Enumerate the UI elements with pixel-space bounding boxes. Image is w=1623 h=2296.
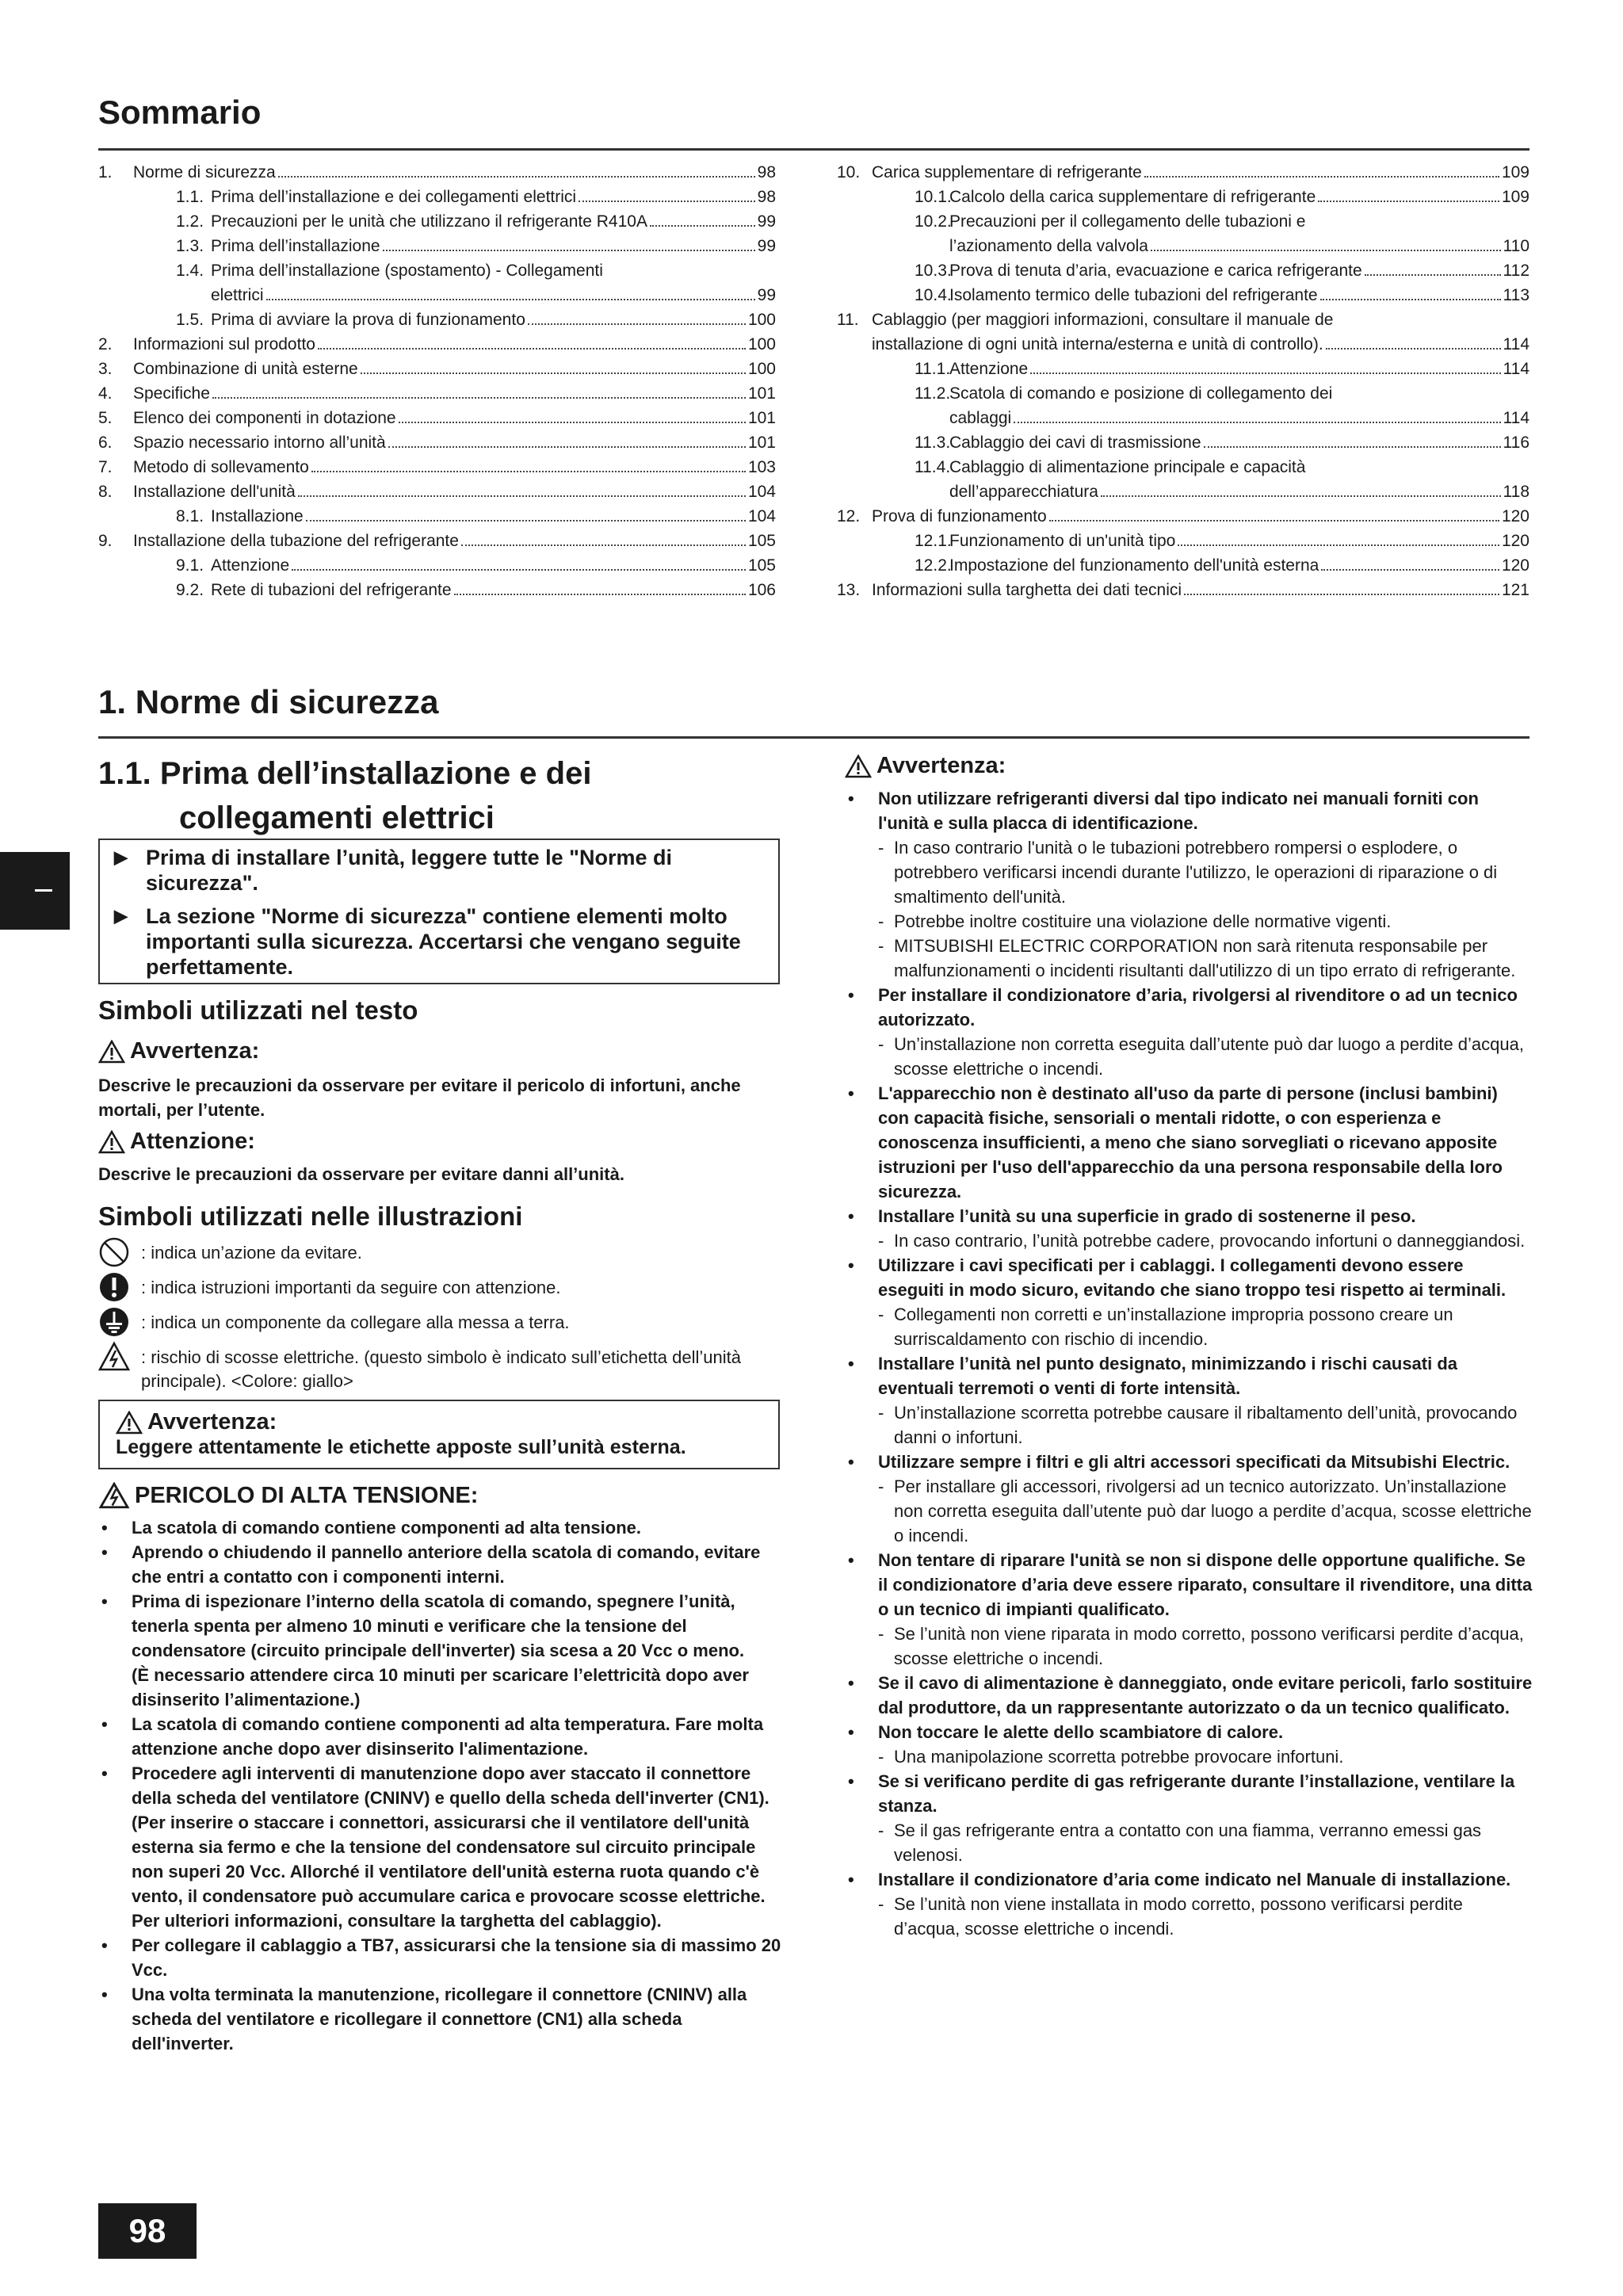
toc-text: Informazioni sulla targhetta dei dati tecnici (872, 581, 1182, 599)
warning-subitem: - Se l’unità non viene installata in modo corretto, possono verificarsi perdite d’acqua, scosse elettriche o incendi. (845, 1892, 1533, 1941)
toc-right (837, 160, 1529, 602)
toc-leader (306, 520, 746, 521)
high-voltage-item: • La scatola di comando contiene componenti ad alta temperatura. Fare molta attenzione anche dopo aver disinserito l'alimentazione. (98, 1712, 781, 1761)
box-warning-text: Leggere attentamente le etichette apposte sull’unità esterna. (116, 1436, 686, 1458)
toc-leader (1144, 176, 1499, 178)
toc-page: 120 (1501, 556, 1529, 575)
intro-box (98, 839, 780, 984)
toc-left (98, 160, 776, 602)
toc-number: 1.5. (176, 311, 204, 329)
toc-text: cablaggi (949, 409, 1012, 427)
toc-page: 99 (757, 212, 776, 231)
toc-entry[interactable] (98, 479, 776, 504)
warning-item: • Utilizzare sempre i filtri e gli altri accessori specificati da Mitsubishi Electric. (845, 1450, 1533, 1474)
warning-subitem: - In caso contrario l'unità o le tubazioni potrebbero rompersi o esplodere, o potrebbero verificarsi incendi durante l'utilizzo, le operazioni di riparazione o di smaltimento dell'unità. (845, 835, 1533, 909)
toc-leader (1320, 299, 1501, 300)
warning-heading (98, 1038, 259, 1064)
toc-leader (318, 348, 746, 350)
warning-item: • Non utilizzare refrigeranti diversi dal tipo indicato nei manuali forniti con l'unità e sulla placca di identificazione. (845, 786, 1533, 835)
side-tab (0, 852, 70, 930)
toc-page: 118 (1503, 483, 1529, 501)
toc-leader (266, 299, 755, 300)
exclamation-icon (98, 1271, 130, 1303)
intro-item: ▶ Prima di installare l’unità, leggere tutte le "Norme di sicurezza". (100, 845, 778, 896)
toc-number: 8. (98, 483, 113, 501)
toc-leader (454, 594, 746, 595)
toc-number: 4. (98, 384, 113, 403)
toc-leader (212, 397, 746, 399)
toc-page: 105 (747, 556, 776, 575)
intro-item: ▶ La sezione "Norme di sicurezza" contiene elementi molto importanti sulla sicurezza. Accertarsi che vengano seguite perfettamente. (100, 904, 778, 980)
toc-page: 114 (1503, 335, 1529, 353)
toc-entry[interactable] (837, 258, 1529, 283)
toc-page: 112 (1503, 262, 1529, 280)
toc-page: 106 (747, 581, 776, 599)
toc-number: 10. (837, 163, 861, 181)
toc-leader (399, 422, 746, 423)
toc-leader (383, 250, 755, 251)
toc-text: Norme di sicurezza (133, 163, 276, 181)
toc-text: Attenzione (949, 360, 1029, 378)
toc-leader (1049, 520, 1499, 521)
toc-text: Prima dell’installazione e dei collegamenti elettrici (211, 188, 577, 206)
toc-entry[interactable] (98, 332, 776, 357)
toc-text: Cablaggio (per maggiori informazioni, consultare il manuale de (872, 311, 1334, 329)
toc-entry[interactable] (98, 529, 776, 553)
warning-item: • Installare l’unità nel punto designato, minimizzando i rischi causati da eventuali terremoti o venti di forte intensità. (845, 1351, 1533, 1400)
toc-page: 120 (1501, 507, 1529, 525)
toc-text: Prima dell’installazione (211, 237, 380, 255)
warning-icon (116, 1411, 143, 1435)
toc-page: 104 (747, 507, 776, 525)
symbols-list (98, 1236, 780, 1393)
toc-entry[interactable] (837, 283, 1529, 308)
toc-entry[interactable] (837, 430, 1529, 455)
section-rule (98, 736, 1529, 739)
warning-subitem: - Se l’unità non viene riparata in modo corretto, possono verificarsi perdite d’acqua, scosse elettriche o incendi. (845, 1622, 1533, 1671)
symbol-row (98, 1236, 780, 1271)
toc-number: 1.4. (176, 262, 204, 280)
toc-leader (1184, 594, 1499, 595)
subsection-title-line2: collegamenti elettrici (179, 800, 495, 835)
warning-desc: Descrive le precauzioni da osservare per evitare il pericolo di infortuni, anche mortali, per l’utente. (98, 1075, 741, 1120)
symbols-text-heading: Simboli utilizzati nel testo (98, 995, 418, 1025)
toc-leader (292, 569, 746, 571)
toc-text: installazione di ogni unità interna/esterna e unità di controllo). (872, 335, 1323, 353)
caution-desc: Descrive le precauzioni da osservare per evitare danni all’unità. (98, 1164, 624, 1184)
toc-page: 110 (1503, 237, 1529, 255)
toc-page: 105 (747, 532, 776, 550)
toc-text: Cablaggio di alimentazione principale e capacità (949, 458, 1306, 476)
right-warning-label: Avvertenza: (876, 753, 1006, 778)
toc-entry[interactable] (98, 258, 776, 283)
toc-text: Cablaggio dei cavi di trasmissione (949, 434, 1201, 452)
toc-text: Carica supplementare di refrigerante (872, 163, 1142, 181)
toc-entry[interactable] (837, 185, 1529, 209)
warning-subitem: - MITSUBISHI ELECTRIC CORPORATION non sarà ritenuta responsabile per malfunzionamenti o incidenti risultanti dall'utilizzo di un tipo errato di refrigerante. (845, 934, 1533, 983)
toc-text: Installazione (211, 507, 304, 525)
high-voltage-item: • Una volta terminata la manutenzione, ricollegare il connettore (CNINV) alla scheda del ventilatore e ricollegare il connettore (CN1) alla scheda dell'inverter. (98, 1982, 781, 2056)
warning-item: • Non toccare le alette dello scambiatore di calore. (845, 1720, 1533, 1744)
prohibited-icon (98, 1236, 130, 1268)
toc-leader (1204, 446, 1501, 448)
toc-page: 101 (747, 384, 776, 403)
toc-number: 8.1. (176, 507, 204, 525)
toc-text: Elenco dei componenti in dotazione (133, 409, 396, 427)
toc-entry[interactable] (98, 578, 776, 602)
toc-page: 109 (1501, 188, 1529, 206)
toc-text: Prima di avviare la prova di funzionamento (211, 311, 525, 329)
warning-icon (845, 755, 872, 778)
warning-subitem: - Per installare gli accessori, rivolgersi ad un tecnico autorizzato. Un’installazione non corretta eseguita dall’utente può dar luogo a perdite d’acqua, scosse elettriche o incendi. (845, 1474, 1533, 1548)
page-title: Sommario (98, 94, 262, 131)
toc-entry[interactable] (837, 406, 1529, 430)
warning-item: • Installare il condizionatore d’aria come indicato nel Manuale di installazione. (845, 1867, 1533, 1892)
toc-number: 10.1. (915, 188, 952, 206)
warning-subitem: - Un’installazione scorretta potrebbe causare il ribaltamento dell’unità, provocando danni o infortuni. (845, 1400, 1533, 1450)
toc-leader (528, 323, 746, 325)
electric-shock-icon (98, 1482, 130, 1509)
toc-entry[interactable] (837, 381, 1529, 406)
toc-page: 100 (747, 360, 776, 378)
toc-entry[interactable] (98, 308, 776, 332)
high-voltage-item: • Aprendo o chiudendo il pannello anteriore della scatola di comando, evitare che entri a contatto con i componenti interni. (98, 1540, 781, 1589)
toc-leader (311, 471, 746, 472)
warning-subitem: - Collegamenti non corretti e un’installazione impropria possono creare un surriscaldamento con rischio di incendio. (845, 1302, 1533, 1351)
toc-number: 9.2. (176, 581, 204, 599)
toc-text: Prova di tenuta d’aria, evacuazione e carica refrigerante (949, 262, 1362, 280)
box-warning-label: Avvertenza: (147, 1409, 277, 1435)
toc-entry[interactable] (98, 553, 776, 578)
symbol-row (98, 1271, 780, 1306)
toc-page: 104 (747, 483, 776, 501)
toc-number: 12.2. (915, 556, 952, 575)
toc-page: 113 (1503, 286, 1529, 304)
toc-text: Metodo di sollevamento (133, 458, 309, 476)
toc-entry[interactable] (98, 234, 776, 258)
toc-number: 11.1. (915, 360, 951, 378)
symbol-text: : indica istruzioni importanti da seguire con attenzione. (141, 1278, 561, 1297)
symbols-illus-heading: Simboli utilizzati nelle illustrazioni (98, 1201, 523, 1231)
high-voltage-item: • Procedere agli interventi di manutenzione dopo aver staccato il connettore della scheda del ventilatore (CNINV) e quello della scheda dell'inverter (CN1). (Per inserire o staccare i connettori, assicurarsi che il ventilatore dell'unità esterna sia fermo e che la tensione del condensatore sul circuito principale non superi 20 Vcc. Allorché il ventilatore dell'unità esterna ruota quando c'è vento, il condensatore può accumulare carica e provocare scosse elettriche. Per ulteriori informazioni, consultare la targhetta del cablaggio). (98, 1761, 781, 1933)
toc-text: Combinazione di unità esterne (133, 360, 358, 378)
toc-entry[interactable] (98, 160, 776, 185)
toc-page: 98 (757, 163, 776, 181)
warning-item: • Per installare il condizionatore d’aria, rivolgersi al rivenditore o ad un tecnico autorizzato. (845, 983, 1533, 1032)
toc-entry[interactable] (837, 553, 1529, 578)
toc-number: 1.3. (176, 237, 204, 255)
toc-entry[interactable] (98, 185, 776, 209)
warning-box (98, 1400, 780, 1469)
toc-page: 98 (757, 188, 776, 206)
toc-leader (1030, 372, 1500, 374)
toc-entry[interactable] (837, 529, 1529, 553)
warning-label: Avvertenza: (130, 1038, 260, 1064)
toc-number: 1.1. (176, 188, 204, 206)
warning-subitem: - Se il gas refrigerante entra a contatto con una fiamma, verranno emessi gas velenosi. (845, 1818, 1533, 1867)
toc-number: 13. (837, 581, 861, 599)
section-title: 1. Norme di sicurezza (98, 683, 439, 720)
toc-leader (1014, 422, 1500, 423)
toc-text: Specifiche (133, 384, 210, 403)
right-warning-heading (845, 753, 1006, 779)
toc-leader (1178, 544, 1499, 546)
warning-subitem: - In caso contrario, l’unità potrebbe cadere, provocando infortuni o danneggiandosi. (845, 1228, 1533, 1253)
toc-page: 121 (1501, 581, 1529, 599)
warning-subitem: - Una manipolazione scorretta potrebbe provocare infortuni. (845, 1744, 1533, 1769)
toc-page: 101 (747, 409, 776, 427)
toc-text: Informazioni sul prodotto (133, 335, 315, 353)
toc-entry[interactable] (98, 430, 776, 455)
high-voltage-label: PERICOLO DI ALTA TENSIONE: (135, 1482, 479, 1508)
toc-leader (1101, 495, 1501, 497)
caution-heading (98, 1129, 255, 1155)
toc-text: Scatola di comando e posizione di collegamento dei (949, 384, 1333, 403)
toc-number: 9. (98, 532, 113, 550)
toc-page: 116 (1503, 434, 1529, 452)
symbol-row (98, 1341, 780, 1393)
toc-entry[interactable] (837, 479, 1529, 504)
toc-leader (650, 225, 755, 227)
toc-text: Spazio necessario intorno all’unità (133, 434, 386, 452)
toc-entry[interactable] (98, 406, 776, 430)
toc-text: Installazione della tubazione del refrigerante (133, 532, 459, 550)
toc-number: 10.3. (915, 262, 952, 280)
toc-entry[interactable] (837, 578, 1529, 602)
toc-leader (278, 176, 755, 178)
symbol-text: : indica un componente da collegare alla messa a terra. (141, 1312, 570, 1332)
warning-item: • L'apparecchio non è destinato all'uso da parte di persone (inclusi bambini) con capacità fisiche, sensoriali o mentali ridotte, o con esperienza e conoscenza insufficienti, a meno che siano sorvegliati o ricevano apposite istruzioni per l'uso dell'apparecchio da una persona responsabile della loro sicurezza. (845, 1081, 1533, 1204)
high-voltage-item: • Prima di ispezionare l’interno della scatola di comando, spegnere l’unità, tenerla spenta per almeno 10 minuti e verificare che la tensione del condensatore (circuito principale dell'inverter) sia scesa a 20 Vcc o meno. (È necessario attendere circa 10 minuti per scaricare l’elettricità dopo aver disinserito l’alimentazione.) (98, 1589, 781, 1712)
warning-item: • Non tentare di riparare l'unità se non si dispone delle opportune qualifiche. Se il condizionatore d’aria deve essere riparato, consultare il rivenditore, una ditta o un tecnico di impianti qualificato. (845, 1548, 1533, 1622)
toc-text: Attenzione (211, 556, 290, 575)
toc-page: 114 (1503, 360, 1529, 378)
toc-entry[interactable] (98, 455, 776, 479)
page-number: 98 (98, 2203, 197, 2259)
high-voltage-list (98, 1515, 781, 2056)
toc-text: Precauzioni per le unità che utilizzano il refrigerante R410A (211, 212, 647, 231)
toc-number: 11. (837, 311, 859, 329)
toc-leader (361, 372, 746, 374)
toc-page: 99 (757, 286, 776, 304)
toc-entry[interactable] (98, 357, 776, 381)
caution-label: Attenzione: (130, 1129, 255, 1154)
toc-page: 109 (1501, 163, 1529, 181)
toc-entry[interactable] (837, 209, 1529, 234)
subsection-title-line1: 1.1. Prima dell’installazione e dei (98, 756, 592, 791)
toc-leader (388, 446, 746, 448)
toc-leader (1321, 569, 1499, 571)
toc-entry[interactable] (837, 308, 1529, 332)
toc-text: dell’apparecchiatura (949, 483, 1098, 501)
toc-leader (1151, 250, 1501, 251)
high-voltage-item: • Per collegare il cablaggio a TB7, assicurarsi che la tensione sia di massimo 20 Vcc. (98, 1933, 781, 1982)
toc-page: 101 (747, 434, 776, 452)
toc-entry[interactable] (98, 283, 776, 308)
electric-shock-icon (98, 1341, 130, 1373)
toc-entry[interactable] (98, 381, 776, 406)
warning-icon (98, 1130, 125, 1154)
toc-number: 3. (98, 360, 113, 378)
symbol-text: : rischio di scosse elettriche. (questo simbolo è indicato sull’etichetta dell’unità principale). <Colore: giallo> (141, 1347, 741, 1391)
warning-subitem: - Potrebbe inoltre costituire una violazione delle normative vigenti. (845, 909, 1533, 934)
toc-number: 6. (98, 434, 113, 452)
toc-text: l’azionamento della valvola (949, 237, 1148, 255)
toc-leader (579, 201, 755, 202)
toc-leader (1326, 348, 1501, 350)
toc-entry[interactable] (837, 455, 1529, 479)
toc-text: Prova di funzionamento (872, 507, 1047, 525)
high-voltage-heading (98, 1482, 478, 1509)
warning-item: • Se si verificano perdite di gas refrigerante durante l’installazione, ventilare la stanza. (845, 1769, 1533, 1818)
box-warning-heading (100, 1401, 778, 1435)
toc-number: 1. (98, 163, 113, 181)
toc-page: 99 (757, 237, 776, 255)
toc-page: 103 (747, 458, 776, 476)
warning-item: • Se il cavo di alimentazione è danneggiato, onde evitare pericoli, farlo sostituire dal produttore, da un rappresentante autorizzato o da un tecnico qualificato. (845, 1671, 1533, 1720)
toc-entry[interactable] (837, 504, 1529, 529)
toc-number: 7. (98, 458, 113, 476)
toc-entry[interactable] (98, 209, 776, 234)
toc-number: 10.4. (915, 286, 952, 304)
toc-page: 120 (1501, 532, 1529, 550)
toc-page: 100 (747, 335, 776, 353)
toc-text: Prima dell’installazione (spostamento) - Collegamenti (211, 262, 603, 280)
toc-leader (461, 544, 746, 546)
symbol-row (98, 1306, 780, 1341)
toc-number: 10.2. (915, 212, 952, 231)
toc-leader (1318, 201, 1499, 202)
toc-text: elettrici (211, 286, 264, 304)
toc-number: 12. (837, 507, 861, 525)
warning-item: • Installare l’unità su una superficie in grado di sostenerne il peso. (845, 1204, 1533, 1228)
toc-number: 9.1. (176, 556, 204, 575)
toc-number: 11.3. (915, 434, 951, 452)
toc-text: Precauzioni per il collegamento delle tubazioni e (949, 212, 1306, 231)
high-voltage-item: • La scatola di comando contiene componenti ad alta tensione. (98, 1515, 781, 1540)
subsection-title (98, 751, 591, 840)
toc-number: 11.4. (915, 458, 951, 476)
toc-leader (298, 495, 746, 497)
toc-text: Calcolo della carica supplementare di refrigerante (949, 188, 1316, 206)
toc-text: Funzionamento di un'unità tipo (949, 532, 1176, 550)
toc-text: Isolamento termico delle tubazioni del refrigerante (949, 286, 1318, 304)
toc-entry[interactable] (837, 357, 1529, 381)
symbol-text: : indica un’azione da evitare. (141, 1243, 362, 1263)
toc-text: Rete di tubazioni del refrigerante (211, 581, 452, 599)
toc-number: 11.2. (915, 384, 951, 403)
toc-number: 5. (98, 409, 113, 427)
toc-leader (1365, 274, 1501, 276)
toc-page: 114 (1503, 409, 1529, 427)
warning-icon (98, 1040, 125, 1064)
toc-number: 12.1. (915, 532, 952, 550)
right-warning-list (845, 786, 1533, 1941)
toc-entry[interactable] (837, 160, 1529, 185)
toc-number: 2. (98, 335, 113, 353)
toc-page: 100 (747, 311, 776, 329)
toc-number: 1.2. (176, 212, 204, 231)
warning-item: • Utilizzare i cavi specificati per i cablaggi. I collegamenti devono essere eseguiti in modo sicuro, evitando che siano troppo tesi rispetto ai terminali. (845, 1253, 1533, 1302)
toc-entry[interactable] (837, 332, 1529, 357)
ground-icon (98, 1306, 130, 1338)
toc-text: Impostazione del funzionamento dell'unità esterna (949, 556, 1319, 575)
warning-subitem: - Un’installazione non corretta eseguita dall’utente può dar luogo a perdite d’acqua, scosse elettriche o incendi. (845, 1032, 1533, 1081)
toc-text: Installazione dell'unità (133, 483, 296, 501)
toc-entry[interactable] (98, 504, 776, 529)
title-rule (98, 148, 1529, 151)
toc-entry[interactable] (837, 234, 1529, 258)
